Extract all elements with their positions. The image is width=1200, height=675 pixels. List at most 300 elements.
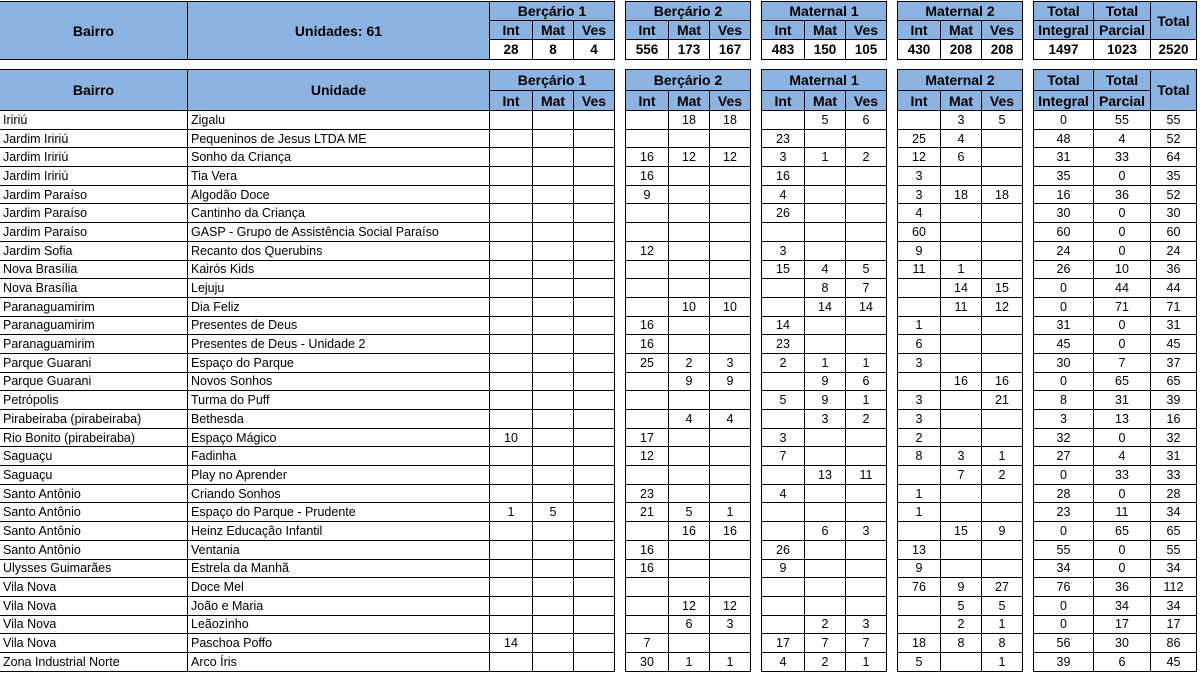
column-header-total-parcial-2: Parcial: [1094, 91, 1151, 111]
value-cell: 2: [762, 353, 805, 372]
value-cell: 0: [1094, 241, 1151, 260]
value-cell: 23: [626, 484, 669, 503]
value-cell: 27: [1034, 447, 1094, 466]
value-cell: 5: [669, 503, 710, 522]
value-cell: [574, 428, 615, 447]
value-cell: 1: [982, 615, 1023, 634]
value-cell: [533, 335, 574, 354]
value-cell: [710, 578, 751, 597]
bairro-cell: Paranaguamirim: [0, 297, 188, 316]
value-cell: 0: [1094, 484, 1151, 503]
value-cell: 17: [626, 428, 669, 447]
table-row: [0, 391, 1197, 410]
value-cell: [941, 391, 982, 410]
column-header-ves: Ves: [982, 91, 1023, 111]
value-cell: 31: [1094, 391, 1151, 410]
column-group-bercario-1: Berçário 1: [490, 70, 615, 91]
summary-group-maternal-2: Maternal 2: [898, 2, 1023, 21]
value-cell: [574, 559, 615, 578]
value-cell: [982, 335, 1023, 354]
value-cell: [805, 185, 846, 204]
value-cell: [710, 466, 751, 485]
value-cell: [762, 223, 805, 242]
value-cell: [669, 129, 710, 148]
value-cell: 1: [846, 652, 887, 671]
value-cell: [941, 540, 982, 559]
unidade-cell: Algodão Doce: [188, 185, 490, 204]
value-cell: [574, 503, 615, 522]
value-cell: [533, 204, 574, 223]
summary-sub-header-int: Int: [898, 21, 941, 40]
value-cell: [941, 559, 982, 578]
value-cell: 32: [1034, 428, 1094, 447]
table-row: [0, 503, 1197, 522]
value-cell: [762, 466, 805, 485]
value-cell: [574, 185, 615, 204]
value-cell: [626, 129, 669, 148]
column-header-int: Int: [762, 91, 805, 111]
value-cell: [533, 578, 574, 597]
value-cell: [846, 447, 887, 466]
summary-sub-header-ves: Ves: [710, 21, 751, 40]
bairro-cell: Santo Antônio: [0, 522, 188, 541]
value-cell: [626, 260, 669, 279]
value-cell: [898, 111, 941, 130]
value-cell: 16: [669, 522, 710, 541]
table-row: [0, 410, 1197, 429]
table-row: [0, 316, 1197, 335]
value-cell: [574, 260, 615, 279]
value-cell: 8: [898, 447, 941, 466]
value-cell: [490, 223, 533, 242]
unidade-cell: Zigalu: [188, 111, 490, 130]
value-cell: [533, 652, 574, 671]
value-cell: 6: [846, 111, 887, 130]
value-cell: [898, 596, 941, 615]
value-cell: [805, 484, 846, 503]
value-cell: [490, 410, 533, 429]
unidade-cell: Presentes de Deus: [188, 316, 490, 335]
value-cell: 33: [1151, 466, 1197, 485]
value-cell: 9: [805, 391, 846, 410]
value-cell: 36: [1094, 578, 1151, 597]
value-cell: 14: [941, 279, 982, 298]
table-row: [0, 578, 1197, 597]
value-cell: [846, 204, 887, 223]
value-cell: 10: [669, 297, 710, 316]
value-cell: [669, 428, 710, 447]
value-cell: [533, 111, 574, 130]
value-cell: 16: [941, 372, 982, 391]
value-cell: 1: [710, 503, 751, 522]
value-cell: [533, 279, 574, 298]
value-cell: 7: [1094, 353, 1151, 372]
value-cell: [490, 484, 533, 503]
summary-value: 1023: [1094, 40, 1151, 60]
value-cell: [898, 466, 941, 485]
value-cell: 33: [1094, 148, 1151, 167]
value-cell: [669, 540, 710, 559]
value-cell: [490, 372, 533, 391]
value-cell: 30: [626, 652, 669, 671]
value-cell: 1: [898, 484, 941, 503]
value-cell: 12: [898, 148, 941, 167]
unidade-cell: Turma do Puff: [188, 391, 490, 410]
bairro-cell: Jardim Iririú: [0, 148, 188, 167]
value-cell: 7: [626, 634, 669, 653]
table-row: [0, 241, 1197, 260]
value-cell: [805, 204, 846, 223]
value-cell: 65: [1151, 372, 1197, 391]
value-cell: [669, 335, 710, 354]
value-cell: [669, 391, 710, 410]
value-cell: [710, 167, 751, 186]
value-cell: 12: [669, 596, 710, 615]
value-cell: 15: [762, 260, 805, 279]
value-cell: 4: [1094, 447, 1151, 466]
value-cell: [846, 223, 887, 242]
value-cell: 8: [805, 279, 846, 298]
value-cell: [982, 410, 1023, 429]
value-cell: [710, 316, 751, 335]
table-row: [0, 634, 1197, 653]
value-cell: [490, 596, 533, 615]
value-cell: 4: [669, 410, 710, 429]
bairro-cell: Rio Bonito (pirabeiraba): [0, 428, 188, 447]
value-cell: [710, 129, 751, 148]
value-cell: 8: [1034, 391, 1094, 410]
value-cell: 12: [626, 447, 669, 466]
value-cell: 9: [982, 522, 1023, 541]
value-cell: 0: [1094, 540, 1151, 559]
value-cell: [805, 559, 846, 578]
value-cell: 3: [1034, 410, 1094, 429]
unidade-cell: Recanto dos Querubins: [188, 241, 490, 260]
value-cell: [846, 167, 887, 186]
summary-value: 167: [710, 40, 751, 60]
value-cell: [669, 634, 710, 653]
value-cell: [574, 615, 615, 634]
value-cell: 26: [762, 204, 805, 223]
table-row: [0, 596, 1197, 615]
value-cell: [941, 335, 982, 354]
value-cell: [982, 260, 1023, 279]
value-cell: [941, 241, 982, 260]
value-cell: 2: [805, 652, 846, 671]
value-cell: [982, 241, 1023, 260]
value-cell: 7: [762, 447, 805, 466]
value-cell: [805, 578, 846, 597]
summary-value: 2520: [1151, 40, 1197, 60]
value-cell: 16: [626, 148, 669, 167]
value-cell: 16: [626, 559, 669, 578]
value-cell: 52: [1151, 129, 1197, 148]
value-cell: [533, 522, 574, 541]
summary-total-integral-label-1: Total: [1034, 2, 1094, 21]
column-header-unidade: Unidade: [188, 70, 490, 111]
value-cell: [805, 503, 846, 522]
value-cell: [805, 167, 846, 186]
value-cell: 71: [1094, 297, 1151, 316]
value-cell: 3: [898, 410, 941, 429]
bairro-cell: Pirabeiraba (pirabeiraba): [0, 410, 188, 429]
value-cell: 0: [1034, 297, 1094, 316]
value-cell: 0: [1034, 522, 1094, 541]
value-cell: 2: [982, 466, 1023, 485]
value-cell: [762, 503, 805, 522]
value-cell: [574, 540, 615, 559]
value-cell: 76: [1034, 578, 1094, 597]
value-cell: 8: [941, 634, 982, 653]
value-cell: [626, 297, 669, 316]
value-cell: 17: [1094, 615, 1151, 634]
value-cell: 0: [1094, 335, 1151, 354]
table-row: [0, 167, 1197, 186]
column-header-ves: Ves: [710, 91, 751, 111]
value-cell: 0: [1094, 428, 1151, 447]
value-cell: [710, 559, 751, 578]
value-cell: [669, 223, 710, 242]
value-cell: [533, 260, 574, 279]
value-cell: 18: [898, 634, 941, 653]
value-cell: [710, 447, 751, 466]
value-cell: 2: [898, 428, 941, 447]
value-cell: 6: [805, 522, 846, 541]
value-cell: 6: [898, 335, 941, 354]
value-cell: [710, 279, 751, 298]
value-cell: 16: [1151, 410, 1197, 429]
unidade-cell: Leãozinho: [188, 615, 490, 634]
value-cell: [574, 652, 615, 671]
value-cell: 56: [1034, 634, 1094, 653]
value-cell: 23: [762, 335, 805, 354]
value-cell: [941, 167, 982, 186]
unidade-cell: Play no Aprender: [188, 466, 490, 485]
summary-value: 208: [982, 40, 1023, 60]
value-cell: 1: [982, 447, 1023, 466]
bairro-cell: Vila Nova: [0, 634, 188, 653]
column-header-total: Total: [1151, 70, 1197, 111]
value-cell: [846, 503, 887, 522]
unidade-cell: Cantinho da Criança: [188, 204, 490, 223]
value-cell: [846, 578, 887, 597]
bairro-cell: Zona Industrial Norte: [0, 652, 188, 671]
table-row: [0, 615, 1197, 634]
value-cell: 4: [898, 204, 941, 223]
value-cell: 11: [1094, 503, 1151, 522]
value-cell: 0: [1094, 316, 1151, 335]
value-cell: 11: [941, 297, 982, 316]
value-cell: [846, 559, 887, 578]
unidade-cell: Arco Íris: [188, 652, 490, 671]
value-cell: [710, 484, 751, 503]
value-cell: 34: [1151, 559, 1197, 578]
value-cell: 3: [898, 185, 941, 204]
value-cell: [533, 447, 574, 466]
value-cell: 23: [1034, 503, 1094, 522]
bairro-cell: Parque Guarani: [0, 372, 188, 391]
unidade-cell: Paschoa Poffo: [188, 634, 490, 653]
value-cell: 24: [1151, 241, 1197, 260]
value-cell: 5: [941, 596, 982, 615]
table-row: [0, 428, 1197, 447]
value-cell: 4: [941, 129, 982, 148]
value-cell: [762, 372, 805, 391]
value-cell: [574, 391, 615, 410]
value-cell: [710, 185, 751, 204]
value-cell: [669, 484, 710, 503]
unidade-cell: Heinz Educação Infantil: [188, 522, 490, 541]
value-cell: [846, 540, 887, 559]
value-cell: 1: [805, 148, 846, 167]
value-cell: 1: [982, 652, 1023, 671]
value-cell: 26: [1034, 260, 1094, 279]
value-cell: 16: [626, 335, 669, 354]
value-cell: 3: [710, 615, 751, 634]
value-cell: 25: [898, 129, 941, 148]
value-cell: [490, 167, 533, 186]
value-cell: [982, 428, 1023, 447]
value-cell: 4: [762, 652, 805, 671]
value-cell: [982, 503, 1023, 522]
value-cell: 10: [710, 297, 751, 316]
table-row: [0, 223, 1197, 242]
value-cell: 5: [762, 391, 805, 410]
value-cell: 24: [1034, 241, 1094, 260]
value-cell: 76: [898, 578, 941, 597]
summary-value: 208: [941, 40, 982, 60]
value-cell: 34: [1034, 559, 1094, 578]
value-cell: [846, 335, 887, 354]
value-cell: 30: [1034, 204, 1094, 223]
value-cell: [490, 559, 533, 578]
value-cell: [533, 129, 574, 148]
value-cell: 65: [1151, 522, 1197, 541]
summary-value: 4: [574, 40, 615, 60]
value-cell: [490, 540, 533, 559]
value-cell: 60: [898, 223, 941, 242]
value-cell: 71: [1151, 297, 1197, 316]
value-cell: 2: [846, 410, 887, 429]
column-header-int: Int: [898, 91, 941, 111]
table-row: [0, 111, 1197, 130]
value-cell: [490, 316, 533, 335]
table-row: [0, 466, 1197, 485]
summary-table: [0, 1, 1197, 60]
value-cell: 18: [669, 111, 710, 130]
table-row: [0, 353, 1197, 372]
value-cell: 0: [1034, 615, 1094, 634]
value-cell: 65: [1094, 372, 1151, 391]
value-cell: 12: [982, 297, 1023, 316]
value-cell: [710, 634, 751, 653]
value-cell: 2: [669, 353, 710, 372]
value-cell: [941, 652, 982, 671]
table-row: [0, 372, 1197, 391]
value-cell: [490, 615, 533, 634]
value-cell: [626, 372, 669, 391]
unidade-cell: GASP - Grupo de Assistência Social Paraíso: [188, 223, 490, 242]
value-cell: [574, 316, 615, 335]
value-cell: 1: [898, 316, 941, 335]
value-cell: 18: [941, 185, 982, 204]
value-cell: [490, 185, 533, 204]
value-cell: 5: [533, 503, 574, 522]
bairro-cell: Jardim Paraíso: [0, 185, 188, 204]
value-cell: [941, 316, 982, 335]
value-cell: [762, 111, 805, 130]
value-cell: [490, 297, 533, 316]
value-cell: 12: [626, 241, 669, 260]
value-cell: 30: [1151, 204, 1197, 223]
value-cell: [669, 316, 710, 335]
value-cell: 4: [1094, 129, 1151, 148]
column-group-maternal-1: Maternal 1: [762, 70, 887, 91]
unidade-cell: Bethesda: [188, 410, 490, 429]
value-cell: [982, 559, 1023, 578]
bairro-cell: Jardim Iririú: [0, 129, 188, 148]
column-group-maternal-2: Maternal 2: [898, 70, 1023, 91]
value-cell: 37: [1151, 353, 1197, 372]
value-cell: 7: [846, 634, 887, 653]
value-cell: [533, 615, 574, 634]
value-cell: 45: [1151, 335, 1197, 354]
value-cell: 1: [710, 652, 751, 671]
column-header-bairro: Bairro: [0, 70, 188, 111]
unidade-cell: Estrela da Manhã: [188, 559, 490, 578]
value-cell: [669, 466, 710, 485]
value-cell: 34: [1151, 503, 1197, 522]
value-cell: 32: [1151, 428, 1197, 447]
column-header-total-integral-1: Total: [1034, 70, 1094, 91]
value-cell: [533, 316, 574, 335]
value-cell: [669, 167, 710, 186]
value-cell: 0: [1034, 111, 1094, 130]
summary-sub-header-mat: Mat: [533, 21, 574, 40]
value-cell: 13: [1094, 410, 1151, 429]
value-cell: 35: [1151, 167, 1197, 186]
value-cell: [710, 391, 751, 410]
table-row: [0, 540, 1197, 559]
value-cell: 6: [669, 615, 710, 634]
value-cell: 3: [898, 167, 941, 186]
value-cell: [533, 148, 574, 167]
value-cell: [574, 335, 615, 354]
value-cell: 21: [982, 391, 1023, 410]
value-cell: [669, 185, 710, 204]
value-cell: 1: [846, 353, 887, 372]
unidade-cell: Novos Sonhos: [188, 372, 490, 391]
value-cell: [533, 410, 574, 429]
column-header-int: Int: [626, 91, 669, 111]
value-cell: [533, 241, 574, 260]
summary-sub-header-ves: Ves: [846, 21, 887, 40]
value-cell: [490, 204, 533, 223]
table-row: [0, 260, 1197, 279]
value-cell: [626, 466, 669, 485]
value-cell: 12: [669, 148, 710, 167]
value-cell: [669, 204, 710, 223]
value-cell: 5: [982, 111, 1023, 130]
value-cell: [982, 484, 1023, 503]
value-cell: 16: [626, 167, 669, 186]
value-cell: 6: [846, 372, 887, 391]
value-cell: [490, 353, 533, 372]
value-cell: [490, 466, 533, 485]
value-cell: 34: [1094, 596, 1151, 615]
value-cell: 3: [762, 148, 805, 167]
value-cell: 12: [710, 596, 751, 615]
